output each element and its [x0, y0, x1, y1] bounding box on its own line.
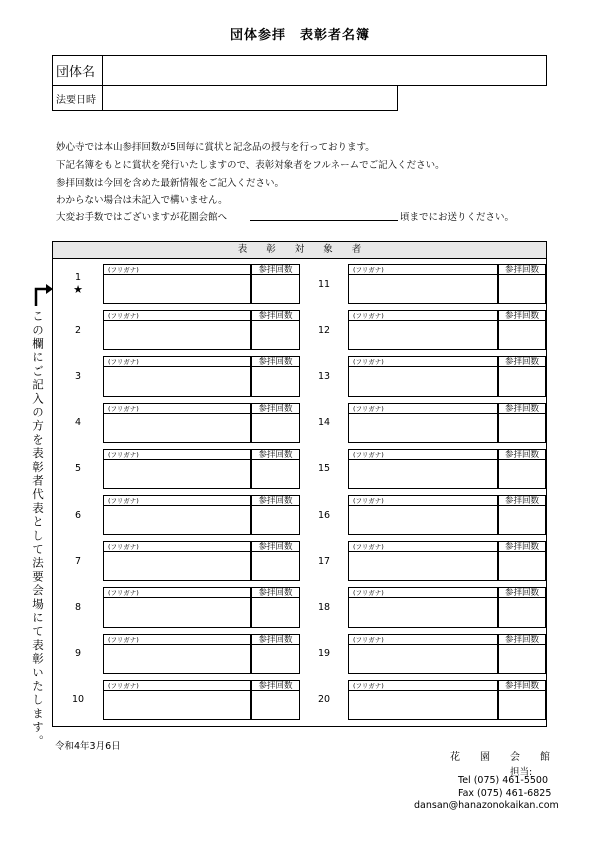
visit-count-label: 参拝回数: [251, 680, 300, 691]
furigana-field[interactable]: (フリガナ): [103, 356, 251, 367]
row-number: [53, 541, 103, 581]
row-number: [300, 495, 348, 535]
row-number-label: 2: [74, 324, 82, 336]
furigana-field[interactable]: (フリガナ): [103, 495, 251, 506]
row-number-label: 6: [74, 509, 82, 521]
row-number: [300, 449, 348, 489]
row-number-label: 10: [71, 694, 85, 706]
name-field[interactable]: [348, 690, 498, 720]
row-number: [300, 587, 348, 627]
name-field[interactable]: [348, 274, 498, 304]
visit-count-field[interactable]: [251, 413, 300, 443]
visit-count-label: 参拝回数: [498, 310, 546, 321]
row-number: [53, 264, 103, 304]
furigana-field[interactable]: (フリガナ): [103, 541, 251, 552]
row-number: [300, 310, 348, 350]
furigana-field[interactable]: (フリガナ): [348, 634, 498, 645]
furigana-field[interactable]: (フリガナ): [348, 449, 498, 460]
row-number: [300, 264, 348, 304]
visit-count-label: 参拝回数: [251, 634, 300, 645]
furigana-field[interactable]: (フリガナ): [348, 587, 498, 598]
deadline-suffix: 頃までにお送りください。: [400, 212, 515, 223]
visit-count-field[interactable]: [251, 459, 300, 489]
visit-count-field[interactable]: [251, 551, 300, 581]
star-icon: ★: [73, 283, 83, 297]
footer-contact: 担当:: [510, 767, 533, 778]
visit-count-label: 参拝回数: [251, 356, 300, 367]
table-heading: 表 彰 対 象 者: [53, 242, 546, 259]
intro-line: わからない場合は未記入で構いません。: [56, 195, 228, 206]
visit-count-field[interactable]: [251, 597, 300, 627]
name-field[interactable]: [103, 366, 251, 396]
furigana-field[interactable]: (フリガナ): [348, 541, 498, 552]
name-field[interactable]: [103, 459, 251, 489]
awardee-table: [52, 241, 547, 727]
ceremony-date-field[interactable]: [52, 86, 398, 111]
footer-fax: Fax (075) 461-6825: [458, 788, 552, 799]
visit-count-label: 参拝回数: [498, 264, 546, 275]
visit-count-label: 参拝回数: [498, 541, 546, 552]
visit-count-label: 参拝回数: [498, 634, 546, 645]
row-number: [53, 680, 103, 720]
visit-count-field[interactable]: [498, 366, 546, 396]
row-number-label: 4: [74, 417, 82, 429]
furigana-field[interactable]: (フリガナ): [103, 310, 251, 321]
row-number-label: 16: [317, 509, 331, 521]
name-field[interactable]: [348, 505, 498, 535]
name-field[interactable]: [348, 413, 498, 443]
arrow-icon: [32, 282, 54, 308]
visit-count-field[interactable]: [498, 551, 546, 581]
intro-line: 妙心寺では本山参拝回数が5回毎に賞状と記念品の授与を行っております。: [56, 142, 375, 153]
footer-org: 花 園 会 館: [450, 752, 550, 763]
visit-count-field[interactable]: [498, 690, 546, 720]
visit-count-label: 参拝回数: [498, 680, 546, 691]
row-number-label: 14: [317, 417, 331, 429]
row-number: [300, 541, 348, 581]
name-field[interactable]: [348, 366, 498, 396]
visit-count-label: 参拝回数: [251, 541, 300, 552]
name-field[interactable]: [103, 597, 251, 627]
name-field[interactable]: [103, 644, 251, 674]
row-number: [53, 587, 103, 627]
name-field[interactable]: [103, 274, 251, 304]
ceremony-date-label: 法要日時: [53, 86, 103, 110]
furigana-field[interactable]: (フリガナ): [348, 680, 498, 691]
visit-count-label: 参拝回数: [498, 587, 546, 598]
row-number: [300, 634, 348, 674]
row-number-label: 13: [317, 370, 331, 382]
visit-count-field[interactable]: [498, 459, 546, 489]
visit-count-field[interactable]: [498, 597, 546, 627]
visit-count-field[interactable]: [251, 320, 300, 350]
visit-count-label: 参拝回数: [251, 264, 300, 275]
name-field[interactable]: [348, 459, 498, 489]
visit-count-label: 参拝回数: [251, 403, 300, 414]
visit-count-field[interactable]: [498, 644, 546, 674]
intro-line: 参拝回数は今回を含めた最新情報をご記入ください。: [56, 178, 285, 189]
furigana-field[interactable]: (フリガナ): [103, 449, 251, 460]
visit-count-label: 参拝回数: [251, 495, 300, 506]
name-field[interactable]: [348, 320, 498, 350]
row-number-label: 11: [317, 278, 331, 290]
visit-count-field[interactable]: [498, 274, 546, 304]
furigana-field[interactable]: (フリガナ): [103, 403, 251, 414]
visit-count-label: 参拝回数: [498, 356, 546, 367]
deadline-prefix: 大変お手数ではございますが花園会館へ: [56, 212, 228, 223]
visit-count-field[interactable]: [251, 274, 300, 304]
row-number-label: 19: [317, 648, 331, 660]
furigana-field[interactable]: (フリガナ): [103, 587, 251, 598]
visit-count-field[interactable]: [251, 690, 300, 720]
name-field[interactable]: [348, 597, 498, 627]
group-name-label: 団体名: [53, 56, 103, 85]
furigana-field[interactable]: (フリガナ): [103, 634, 251, 645]
furigana-field[interactable]: (フリガナ): [348, 310, 498, 321]
furigana-field[interactable]: (フリガナ): [348, 495, 498, 506]
row-number-label: 15: [317, 463, 331, 475]
row-number-label: 7: [74, 555, 82, 567]
row-number: [53, 403, 103, 443]
name-field[interactable]: [103, 505, 251, 535]
name-field[interactable]: [103, 690, 251, 720]
furigana-field[interactable]: (フリガナ): [348, 356, 498, 367]
row-number: [53, 449, 103, 489]
row-number: [300, 680, 348, 720]
intro-line: 下記名簿をもとに賞状を発行いたしますので、表彰対象者をフルネームでご記入ください。: [56, 160, 445, 171]
visit-count-label: 参拝回数: [251, 310, 300, 321]
name-field[interactable]: [103, 320, 251, 350]
row-number-label: 8: [74, 601, 82, 613]
row-number: [300, 403, 348, 443]
row-number-label: 5: [74, 463, 82, 475]
row-number: [53, 495, 103, 535]
visit-count-field[interactable]: [251, 644, 300, 674]
visit-count-field[interactable]: [498, 413, 546, 443]
name-field[interactable]: [103, 551, 251, 581]
furigana-field[interactable]: (フリガナ): [103, 264, 251, 275]
visit-count-label: 参拝回数: [498, 495, 546, 506]
row-number: [53, 356, 103, 396]
row-number-label: 3: [74, 370, 82, 382]
furigana-field[interactable]: (フリガナ): [103, 680, 251, 691]
furigana-field[interactable]: (フリガナ): [348, 264, 498, 275]
visit-count-label: 参拝回数: [498, 403, 546, 414]
row-number-label: 18: [317, 601, 331, 613]
side-note: この欄にご記入の方を表彰者代表として法要会場にて表彰いたします。: [31, 310, 45, 749]
row-number: [53, 634, 103, 674]
row-number-label: 9: [74, 648, 82, 660]
footer-email: dansan@hanazonokaikan.com: [414, 800, 559, 811]
group-name-field[interactable]: [52, 55, 547, 86]
row-number-label: 12: [317, 324, 331, 336]
name-field[interactable]: [348, 551, 498, 581]
visit-count-label: 参拝回数: [251, 449, 300, 460]
row-number: [300, 356, 348, 396]
visit-count-label: 参拝回数: [251, 587, 300, 598]
footer-date: 令和4年3月6日: [55, 741, 121, 752]
row-number-label: 17: [317, 555, 331, 567]
visit-count-label: 参拝回数: [498, 449, 546, 460]
row-number-label: 1: [74, 272, 82, 284]
row-number: [53, 310, 103, 350]
furigana-field[interactable]: (フリガナ): [348, 403, 498, 414]
visit-count-field[interactable]: [498, 505, 546, 535]
deadline-blank[interactable]: [250, 220, 398, 221]
visit-count-field[interactable]: [251, 505, 300, 535]
footer-tel: Tel (075) 461-5500: [458, 775, 548, 786]
visit-count-field[interactable]: [498, 320, 546, 350]
page-title: 団体参拝 表彰者名簿: [229, 28, 370, 43]
visit-count-field[interactable]: [251, 366, 300, 396]
row-number-label: 20: [317, 694, 331, 706]
name-field[interactable]: [348, 644, 498, 674]
name-field[interactable]: [103, 413, 251, 443]
